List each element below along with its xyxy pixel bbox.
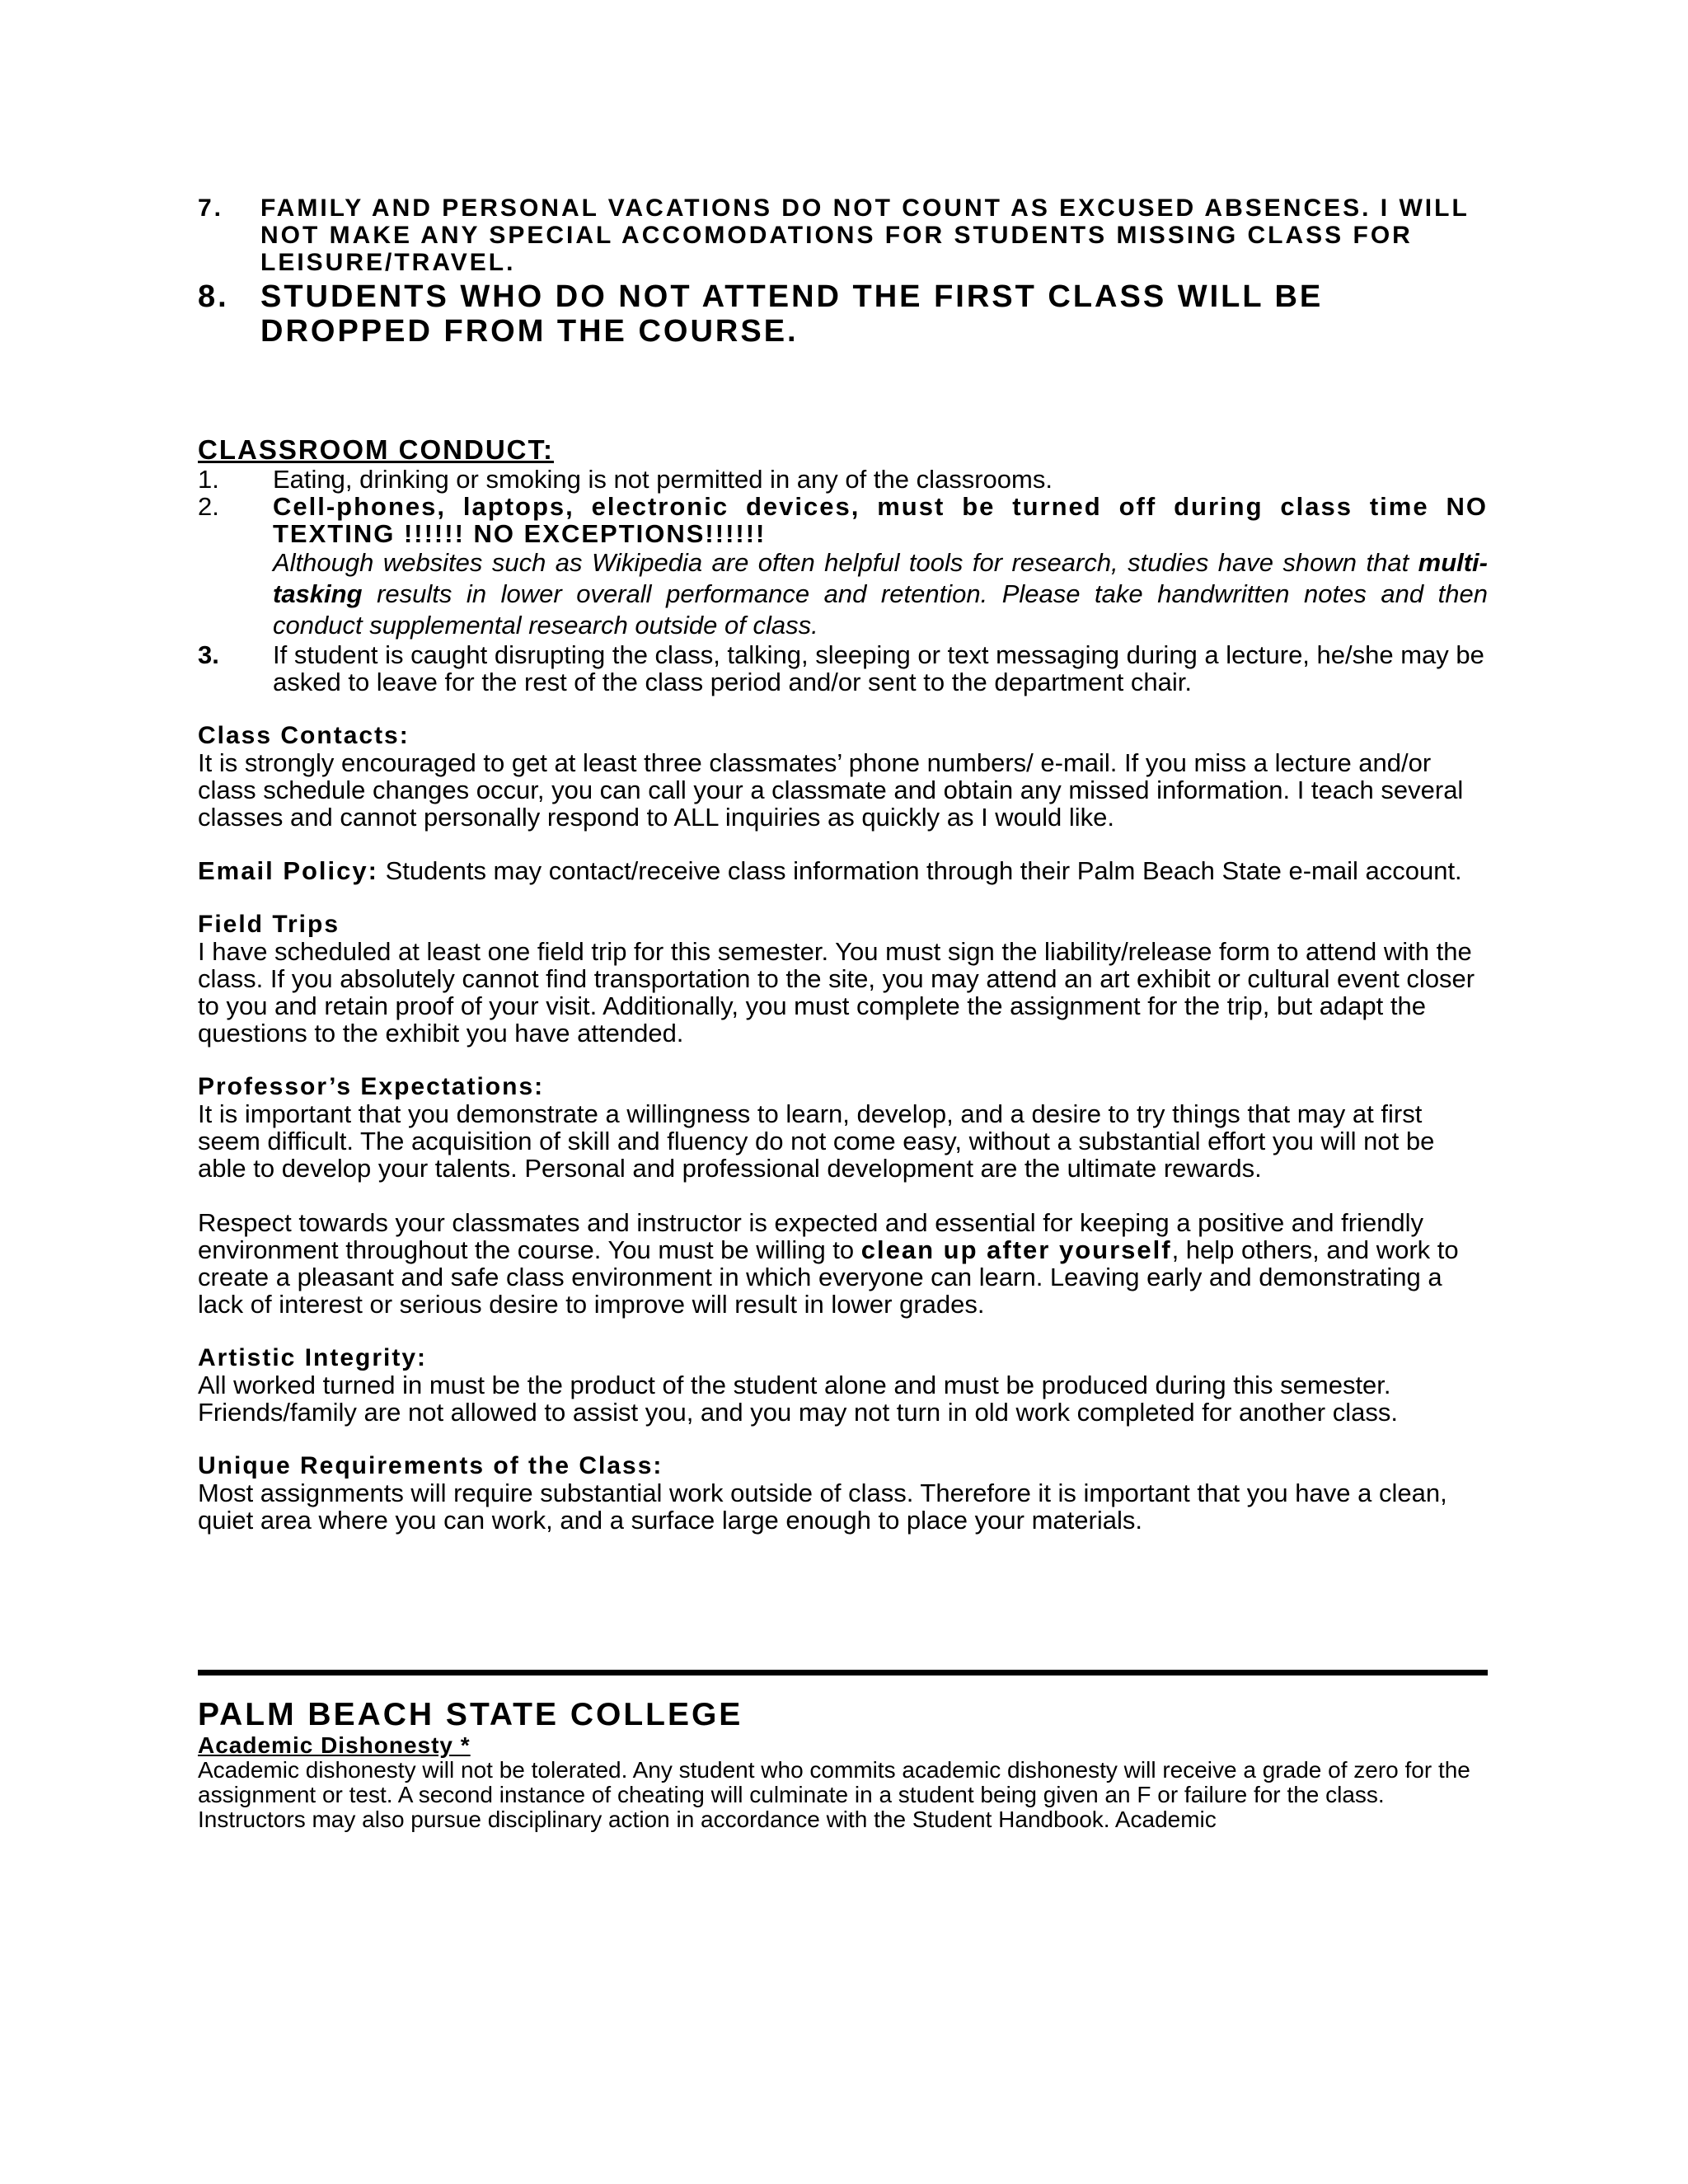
note-text-pre: Although websites such as Wikipedia are often helpful tools for research, studies have shown that	[273, 548, 1418, 577]
attendance-item-7	[198, 194, 1488, 276]
integrity-text: All worked turned in must be the product of the student alone and must be produced during this semester. Friends/family are not allowed to assist you, and you may not turn in old work completed for another class.	[198, 1371, 1398, 1427]
field-trips-section	[198, 911, 1488, 1047]
expectations-text-2-pre: Respect towards your classmates and instructor is expected and essential for keeping a positive and friendly environment throughout the course. You must be willing to	[198, 1208, 1424, 1264]
requirements-text: Most assignments will require substantial work outside of class. Therefore it is important that you have a clean, quiet area where you can work, and a surface large enough to place your materials.	[198, 1479, 1447, 1535]
document-page	[198, 194, 1488, 1832]
expectations-text-2	[198, 1209, 1488, 1318]
item-text: Eating, drinking or smoking is not permitted in any of the classrooms.	[273, 465, 1053, 494]
item-number: 7.	[198, 194, 224, 222]
requirements-title: Unique Requirements of the Class:	[198, 1452, 663, 1479]
horizontal-rule	[198, 1670, 1488, 1675]
item-text: Cell-phones, laptops, electronic devices, must be turned off during class time NO TEXTING !!!!!! NO EXCEPTIONS!!!!!!	[273, 492, 1488, 548]
expectations-text-2-bold: clean up after yourself	[860, 1235, 1172, 1264]
item-text: FAMILY AND PERSONAL VACATIONS DO NOT COUNT AS EXCUSED ABSENCES. I WILL NOT MAKE ANY SPECIAL ACCOMODATIONS FOR STUDENTS MISSING CLASS FOR LEISURE/TRAVEL.	[260, 194, 1470, 276]
note-text-post: results in lower overall performance and retention. Please take handwritten notes and then conduct supplemental research outside of class.	[273, 579, 1488, 640]
conduct-item-2	[198, 493, 1488, 547]
attendance-list	[198, 194, 1488, 349]
item-text: If student is caught disrupting the class, talking, sleeping or text messaging during a lecture, he/she may be asked to leave for the rest of the class period and/or sent to the department chair.	[273, 640, 1484, 696]
expectations-text-1: It is important that you demonstrate a willingness to learn, develop, and a desire to try things that may at first seem difficult. The acquisition of skill and fluency do not come easy, without a substantial effort you will not be able to develop your talents. Personal and professional development are the ultimate rewards.	[198, 1099, 1435, 1183]
item-number: 3.	[198, 640, 219, 669]
item-number: 1.	[198, 465, 219, 494]
academic-dishonesty-text: Academic dishonesty will not be tolerated. Any student who commits academic dishonesty will receive a grade of zero for the assignment or test. A second instance of cheating will culminate in a student being given an F or failure for the class. Instructors may also pursue disciplinary action in accordance with the Student Handbook. Academic	[198, 1757, 1470, 1832]
class-contacts-section	[198, 722, 1488, 831]
conduct-item-3	[198, 641, 1488, 696]
multitasking-note	[273, 547, 1488, 641]
conduct-item-1	[198, 466, 1488, 493]
item-number: 2.	[198, 492, 219, 521]
expectations-title: Professor’s Expectations:	[198, 1073, 545, 1100]
email-policy-section	[198, 857, 1488, 884]
email-policy-text: Students may contact/receive class information through their Palm Beach State e-mail account.	[377, 856, 1462, 885]
academic-dishonesty-title: Academic Dishonesty *	[198, 1732, 471, 1758]
email-policy-title: Email Policy:	[198, 856, 378, 885]
attendance-item-8	[198, 279, 1488, 349]
class-contacts-title: Class Contacts:	[198, 722, 410, 749]
integrity-title: Artistic Integrity:	[198, 1344, 428, 1371]
classroom-conduct-heading: CLASSROOM CONDUCT:	[198, 434, 554, 465]
expectations-section	[198, 1073, 1488, 1318]
field-trips-text: I have scheduled at least one field trip for this semester. You must sign the liability/release form to attend with the class. If you absolutely cannot find transportation to the site, you may attend an art exhibit or cultural event closer to you and retain proof of your visit. Additionally, you must complete the assignment for the trip, but adapt the questions to the exhibit you have attended.	[198, 937, 1475, 1047]
requirements-section	[198, 1452, 1488, 1534]
conduct-list	[198, 466, 1488, 547]
conduct-list-cont	[198, 641, 1488, 696]
expectations-text-2-post: , help others, and work to create a pleasant and safe class environment in which everyone can learn. Leaving early and demonstrating a lack of interest or serious desire to improve will result in lower grades.	[198, 1235, 1459, 1319]
integrity-section	[198, 1344, 1488, 1426]
note-text-bold: multi-tasking	[273, 548, 1488, 608]
item-number: 8.	[198, 279, 229, 314]
college-name: PALM BEACH STATE COLLEGE	[198, 1697, 743, 1732]
class-contacts-text: It is strongly encouraged to get at least three classmates’ phone numbers/ e-mail. If you miss a lecture and/or class schedule changes occur, you can call your a classmate and obtain any missed information. I teach several classes and cannot personally respond to ALL inquiries as quickly as I would like.	[198, 748, 1464, 832]
field-trips-title: Field Trips	[198, 911, 340, 938]
item-text: STUDENTS WHO DO NOT ATTEND THE FIRST CLASS WILL BE DROPPED FROM THE COURSE.	[260, 279, 1324, 349]
